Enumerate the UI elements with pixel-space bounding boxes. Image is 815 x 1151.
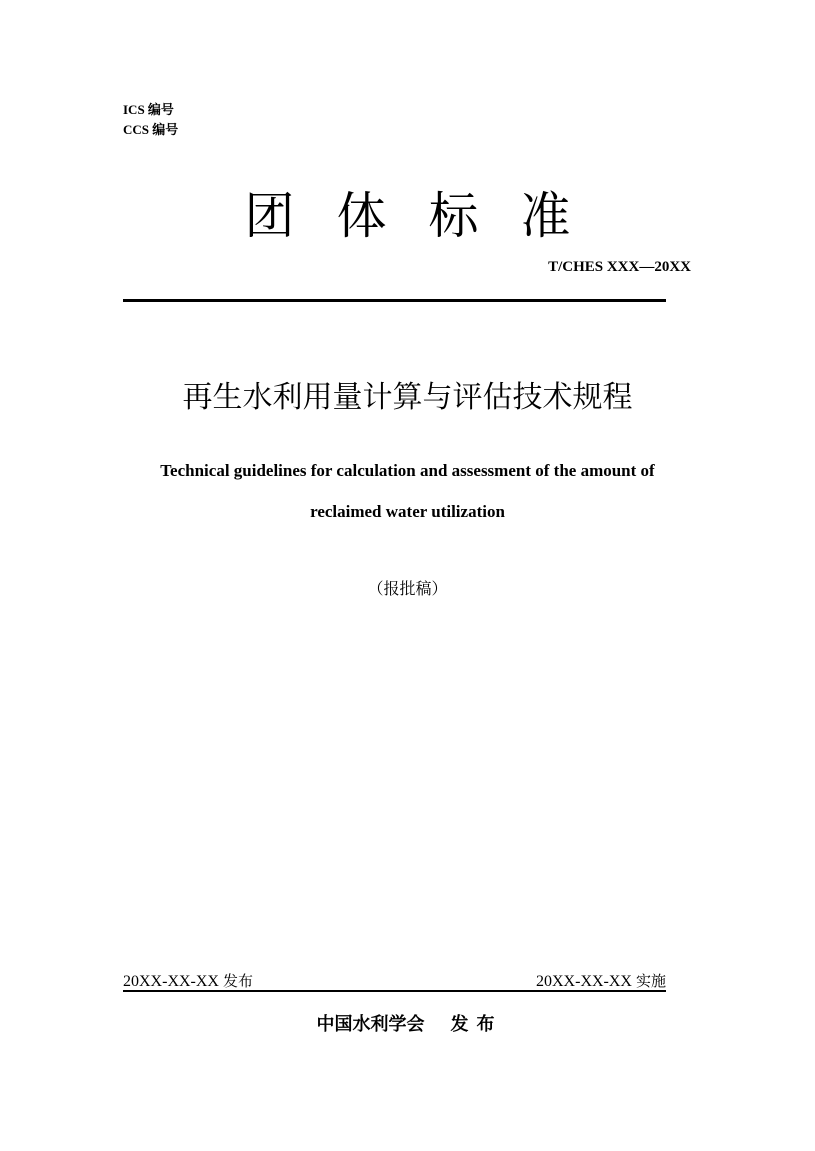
standard-type-char: 团: [244, 187, 295, 245]
implement-date: 20XX-XX-XX: [536, 973, 632, 990]
publisher-action-char: 布: [476, 1014, 495, 1035]
title-english: [0, 450, 815, 532]
publisher-action: [447, 1014, 499, 1035]
standard-number: T/CHES XXX—20XX: [548, 259, 691, 275]
standard-type-heading: [0, 185, 815, 247]
footer-divider: [123, 990, 666, 992]
standard-type-char: 准: [520, 187, 571, 245]
publisher-action-char: 发: [450, 1014, 469, 1035]
publish-date: 20XX-XX-XX: [123, 973, 219, 990]
title-chinese: 再生水利用量计算与评估技术规程: [182, 380, 633, 415]
ics-code: ICS 编号: [123, 102, 174, 117]
publish-label: 发布: [222, 972, 253, 990]
publisher-line: [0, 1011, 815, 1039]
header-divider: [123, 299, 666, 302]
standard-type-char: 体: [336, 187, 387, 245]
title-english-line-2: reclaimed water utilization: [310, 502, 505, 521]
title-english-line-1: Technical guidelines for calculation and assessment of the amount of: [160, 461, 655, 480]
draft-status: （报批稿）: [367, 579, 448, 598]
ccs-code: CCS 编号: [123, 122, 179, 137]
standard-type-char: 标: [428, 187, 479, 245]
classification-codes: [123, 100, 178, 140]
implement-label: 实施: [635, 972, 666, 990]
publisher-name: 中国水利学会: [316, 1014, 425, 1035]
